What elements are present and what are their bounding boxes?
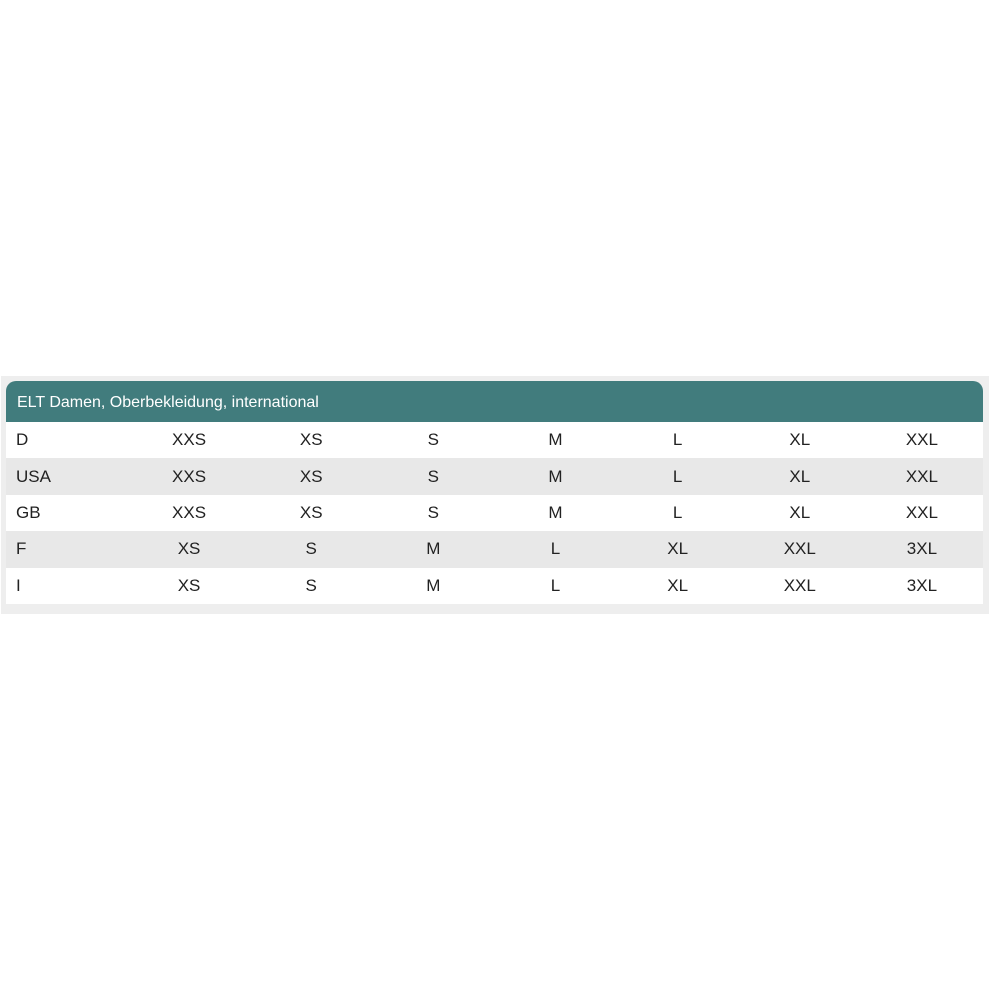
table-row-d: [6, 422, 983, 458]
row-label: D: [6, 422, 128, 458]
row-label: USA: [6, 458, 128, 494]
size-cell: XL: [739, 422, 861, 458]
size-cell: XL: [739, 495, 861, 531]
table-row-i: [6, 568, 983, 604]
size-cell: XS: [128, 568, 250, 604]
size-chart-card: [1, 376, 989, 614]
size-cell: XL: [617, 568, 739, 604]
size-cell: L: [617, 422, 739, 458]
size-cell: M: [372, 568, 494, 604]
size-cell: XS: [250, 422, 372, 458]
size-cell: S: [372, 422, 494, 458]
size-cell: XXS: [128, 458, 250, 494]
size-cell: XXL: [861, 495, 983, 531]
size-cell: S: [250, 568, 372, 604]
size-cell: XXS: [128, 495, 250, 531]
size-cell: XXL: [739, 531, 861, 567]
size-cell: XXL: [861, 458, 983, 494]
size-cell: XXS: [128, 422, 250, 458]
size-cell: XXL: [739, 568, 861, 604]
size-cell: M: [494, 422, 616, 458]
size-cell: 3XL: [861, 531, 983, 567]
size-cell: M: [372, 531, 494, 567]
row-label: GB: [6, 495, 128, 531]
size-cell: 3XL: [861, 568, 983, 604]
size-cell: M: [494, 495, 616, 531]
size-cell: L: [617, 458, 739, 494]
table-row-gb: [6, 495, 983, 531]
size-cell: XXL: [861, 422, 983, 458]
size-cell: XS: [250, 495, 372, 531]
size-cell: XS: [128, 531, 250, 567]
size-chart-title: ELT Damen, Oberbekleidung, international: [6, 381, 983, 422]
size-cell: S: [372, 458, 494, 494]
row-label: I: [6, 568, 128, 604]
size-cell: S: [250, 531, 372, 567]
size-cell: XL: [617, 531, 739, 567]
size-chart-table: [6, 422, 983, 604]
size-cell: M: [494, 458, 616, 494]
size-cell: L: [617, 495, 739, 531]
table-row-usa: [6, 458, 983, 494]
size-cell: L: [494, 568, 616, 604]
size-cell: S: [372, 495, 494, 531]
table-row-f: [6, 531, 983, 567]
row-label: F: [6, 531, 128, 567]
size-cell: XL: [739, 458, 861, 494]
size-cell: XS: [250, 458, 372, 494]
size-cell: L: [494, 531, 616, 567]
